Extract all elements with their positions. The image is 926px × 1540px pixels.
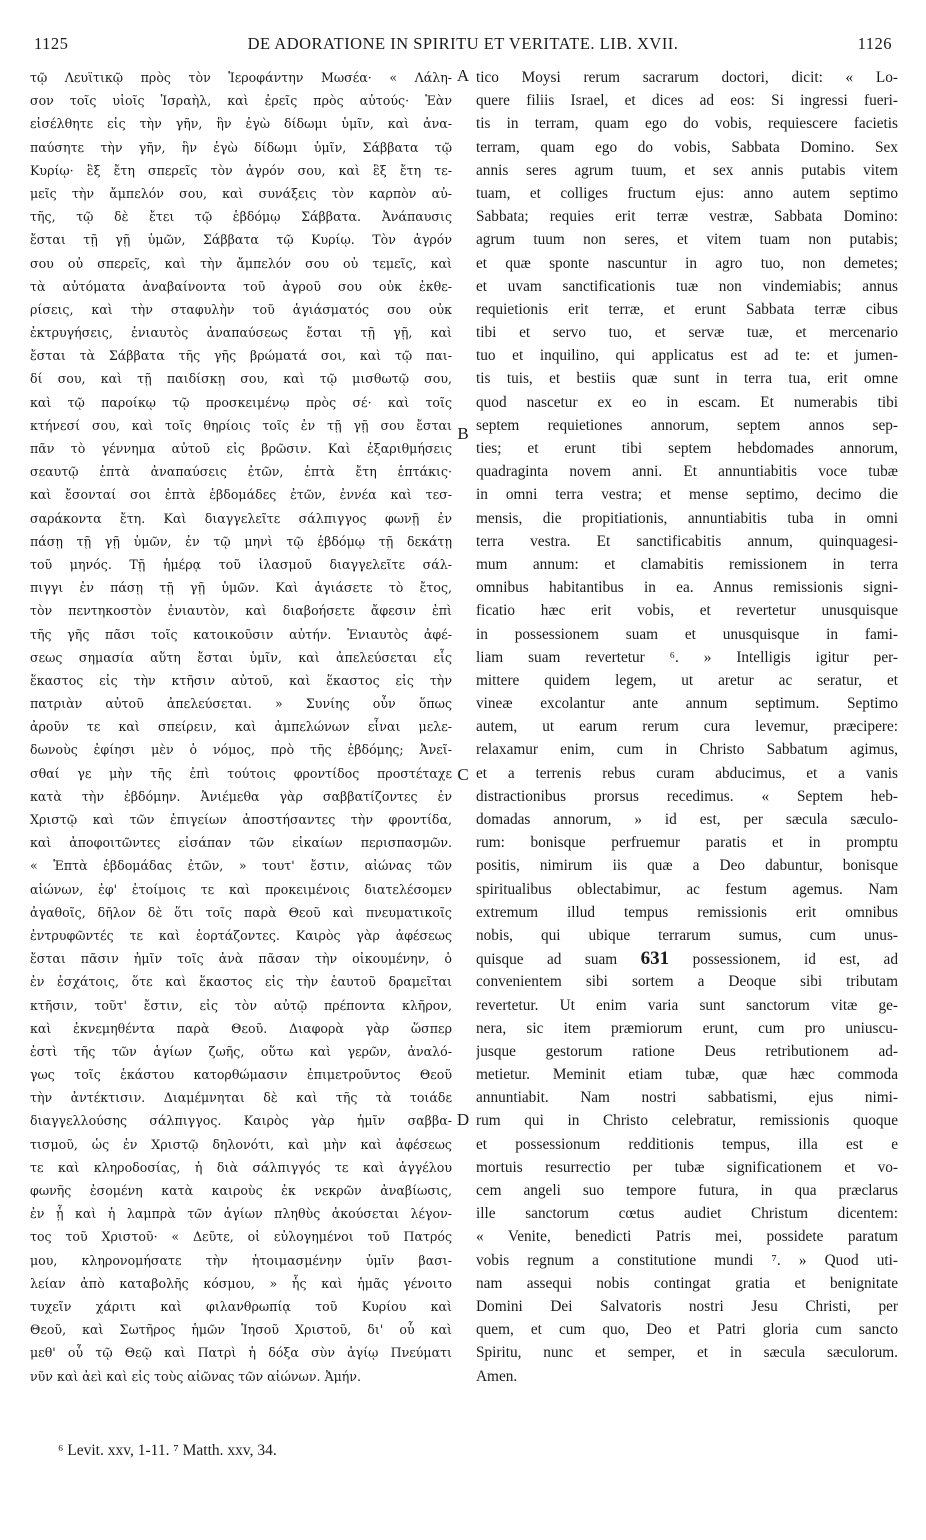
greek-text-line: ἀγαθοῖς, δῆλον δὲ ὅτι τοῖς παρὰ Θεοῦ καὶ πνευματικοῖς bbox=[30, 904, 452, 920]
greek-text-line: τὴν ἀντέκτισιν. Διαμέμνηται δὲ καὶ τῆς τὰ τοιάδε bbox=[30, 1090, 452, 1106]
latin-text-line: rum qui in Christo celebratur, remissionis quoque bbox=[476, 1112, 898, 1130]
greek-text-line: τῷ Λευϊτικῷ πρὸς τὸν Ἱεροφάντην Μωσέα· « Λάλη- bbox=[30, 70, 452, 85]
latin-text-line: agrum tuum non seres, et vitem tuam non putabis; bbox=[476, 231, 898, 249]
latin-text-line: quadraginta novem anni. Et annuntiabitis voce tubæ bbox=[476, 463, 898, 481]
column-number: 631 bbox=[640, 948, 670, 970]
latin-text-line: cem angeli suo tempore futura, in qua præclarus bbox=[476, 1182, 898, 1199]
greek-text-line: αἰώνων, ἐφ' ἑτοίμοις τε καὶ προκειμένοις διατελέσομεν bbox=[30, 881, 452, 897]
greek-text-line: τυχεῖν χάριτι καὶ φιλανθρωπίᾳ τοῦ Κυρίου καὶ bbox=[30, 1298, 452, 1314]
latin-text-line: convenientem sibi sortem a Deoque sibi tributam bbox=[476, 973, 898, 991]
latin-text-line: terram, quam ego do vobis, Sabbata Domino. Sex bbox=[476, 138, 898, 156]
greek-text-line: τος τοῦ Χριστοῦ· « Δεῦτε, οἱ εὐλογημένοι τοῦ Πατρός bbox=[30, 1229, 452, 1245]
greek-text-line: τὸν πεντηκοστὸν ἐνιαυτὸν, καὶ διαβοήσετε ἄφεσιν ἐπὶ bbox=[30, 603, 452, 619]
latin-text-line: revertetur. Ut enim varia sunt sanctorum vitæ ge- bbox=[476, 996, 898, 1014]
greek-text-line: τοῦ μηνός. Τῇ ἡμέρᾳ τοῦ ἱλασμοῦ διαγγελεῖτε σάλ- bbox=[30, 556, 452, 572]
latin-text-line: autem, ut earum rerum cura levemur, præcipere: bbox=[476, 718, 898, 736]
greek-text-line: ἐστὶ τῆς τῶν ἁγίων ζωῆς, οὕτω καὶ γερῶν, ἀναλό- bbox=[30, 1043, 452, 1059]
page-number-right: 1126 bbox=[857, 34, 892, 53]
latin-text-line: et possessionum redditionis tempus, illa est e bbox=[476, 1135, 898, 1153]
text-span: quisque ad suam bbox=[476, 951, 618, 969]
latin-text-line: relaxamur enim, cum in Christo Sabbatum agimus, bbox=[476, 741, 898, 759]
greek-text-line: καὶ ἐκνεμηθέντα παρὰ Θεοῦ. Διαφορὰ γὰρ ὥσπερ bbox=[30, 1020, 452, 1036]
latin-text-line: nera, sic item præmiorum erunt, cum pro uniuscu- bbox=[476, 1019, 898, 1037]
greek-text-line: παύσητε τὴν γῆν, ἣν ἐγὼ δίδωμι ὑμῖν, Σάββατα τῷ bbox=[30, 139, 452, 155]
latin-text-line: vineæ excolantur ante annum septimum. Septimo bbox=[476, 695, 898, 713]
margin-mark-a: A bbox=[456, 66, 470, 85]
greek-text-line: πατριὰν αὐτοῦ ἀπελεύσεται. » Συνίης οὖν ὅπως bbox=[30, 696, 452, 712]
greek-text-line: ἐντρυφῶντές τε καὶ ἑορτάζοντες. Καιρὸς γὰρ ἀφέσεως bbox=[30, 927, 452, 943]
latin-text-line: positis, nimirum iis quæ a Deo dabuntur, bonisque bbox=[476, 857, 898, 875]
greek-text-line: ἀροῦν τε καὶ σπείρειν, καὶ ἀμπελώνων εἶναι μελε- bbox=[30, 719, 452, 735]
latin-text-line: Spiritu, nunc et semper, et in sæcula sæculorum. bbox=[476, 1344, 898, 1362]
latin-text-line: nobis, qui ubique terrarum sumus, cum unus- bbox=[476, 926, 898, 944]
greek-text-line: Χριστῷ καὶ τῶν ἐπιγείων ἀποστήσαντες τὴν φροντίδα, bbox=[30, 812, 452, 827]
latin-text-line: septem requietiones annorum, septem annos sep- bbox=[476, 416, 898, 434]
latin-text-line: tis tuis, et bestiis quæ sunt in terra tua, erit omne bbox=[476, 370, 898, 388]
greek-text-line: « Ἑπτὰ ἑβδομάδας ἐτῶν, » τουτ' ἔστιν, αἰώνας τῶν bbox=[30, 858, 452, 874]
greek-text-line: πάσῃ τῇ γῇ ὑμῶν, ἐν τῷ μηνὶ τῷ ἑβδόμῳ τῇ δεκάτῃ bbox=[30, 533, 452, 549]
greek-text-line: διαγγελλούσης σάλπιγγος. Καιρὸς γὰρ ἡμῖν σαββα- bbox=[30, 1113, 452, 1129]
latin-text-line: requietionis erit terræ, et erunt Sabbata terræ cibus bbox=[476, 300, 898, 318]
latin-text-line: in omni terra vestra; et mense septimo, decimo die bbox=[476, 486, 898, 504]
latin-text-line: annis seres agrum tuum, et sex annis putabis vitem bbox=[476, 161, 898, 179]
latin-column bbox=[476, 66, 898, 1388]
greek-text-line: κατὰ τὴν ἑβδόμην. Ἀνιέμεθα γὰρ σαββατίζοντες ἐν bbox=[30, 788, 452, 804]
greek-text-line: τῆς γῆς πᾶσι τοῖς κατοικοῦσιν αὐτήν. Ἐνιαυτὸς ἀφέ- bbox=[30, 626, 452, 642]
margin-mark-d: D bbox=[456, 1110, 470, 1129]
latin-text-line bbox=[476, 947, 898, 970]
greek-text-line: νῦν καὶ ἀεὶ καὶ εἰς τοὺς αἰῶνας τῶν αἰώνων. Ἀμήν. bbox=[30, 1368, 361, 1384]
latin-text-line: mum annum: et clamabitis remissionem in terra bbox=[476, 555, 898, 573]
latin-text-line: spiritualibus oblectabimur, ac festum agemus. Nam bbox=[476, 880, 898, 898]
greek-text-line: τισμοῦ, ὡς ἐν Χριστῷ δηλονότι, καὶ μὴν καὶ ἀφέσεως bbox=[30, 1136, 452, 1152]
greek-text-line: φωνῆς ἐσομένη κατὰ καιροὺς ἐκ νεκρῶν ἀναβίωσις, bbox=[30, 1183, 452, 1198]
latin-text-line: et uvam sanctificationis tuæ non vindemiabis; annus bbox=[476, 277, 898, 295]
greek-text-line: πᾶν τὸ γέννημα αὐτοῦ εἰς βρῶσιν. Καὶ ἐξαριθμήσεις bbox=[30, 441, 452, 456]
latin-text-line: omnibus habitantibus in ea. Annus remissionis signi- bbox=[476, 579, 898, 597]
latin-text-line: Domini Dei Salvatoris nostri Jesu Christi, per bbox=[476, 1297, 898, 1315]
greek-text-line: ἐκτρυγήσεις, ἐνιαυτὸς ἀναπαύσεως ἔσται τῇ γῇ, καὶ bbox=[30, 325, 452, 341]
greek-text-line: μεῖς τὴν ἄμπελόν σου, καὶ συνάξεις τὸν καρπὸν αὐ- bbox=[30, 185, 452, 201]
greek-text-line: μεθ' οὗ τῷ Θεῷ καὶ Πατρὶ ἡ δόξα σὺν ἁγίῳ Πνεύματι bbox=[30, 1345, 452, 1361]
latin-text-line: tibi et servo tuo, et servæ tuæ, et mercenario bbox=[476, 324, 898, 342]
running-title: DE ADORATIONE IN SPIRITU ET VERITATE. LIB. XVII. bbox=[247, 34, 679, 53]
latin-text-line: in possessionem suam et unusquisque in fami- bbox=[476, 625, 898, 643]
latin-text-line: vobis regnum a constitutione mundi ⁷. » Quod uti- bbox=[476, 1251, 898, 1269]
latin-text-line: extremum illud tempus remissionis erit omnibus bbox=[476, 903, 898, 921]
latin-text-line: ficatio hæc erit vobis, et revertetur unusquisque bbox=[476, 602, 898, 620]
footnote: ⁶ Levit. xxv, 1-11. ⁷ Matth. xxv, 34. bbox=[58, 1442, 277, 1459]
greek-text-line: πιγγι ἐν πάσῃ τῇ γῇ ὑμῶν. Καὶ ἁγιάσετε τὸ ἔτος, bbox=[30, 580, 452, 596]
latin-text-line: metietur. Meminit etiam tubæ, quæ hæc commoda bbox=[476, 1066, 898, 1084]
latin-text-line: tuam, et colliges fructum ejus: anno autem septimo bbox=[476, 184, 898, 202]
greek-text-line: σεως σημασία αὕτη ἔσται ὑμῖν, καὶ ἀπελεύσεται εἷς bbox=[30, 649, 452, 665]
greek-text-line: ἕκαστος εἰς τὴν κτῆσιν αὐτοῦ, καὶ ἕκαστος εἰς τὴν bbox=[30, 672, 452, 688]
latin-text-line: et quæ sponte nascuntur in agro tuo, non demetes; bbox=[476, 254, 898, 272]
greek-text-line: καὶ τῷ παροίκῳ τῷ προσκειμένῳ πρὸς σέ· καὶ τοῖς bbox=[30, 394, 452, 410]
latin-text-line: quere filiis Israel, et dices ad eos: Si ingressi fueri- bbox=[476, 92, 898, 110]
greek-text-line: Κυρίῳ· ἓξ ἔτη σπερεῖς τὸν ἀγρόν σου, καὶ ἓξ ἔτη τε- bbox=[30, 162, 452, 178]
greek-text-line: τὰ αὐτόματα ἀναβαίνοντα τοῦ ἀγροῦ σου οὐκ ἐκθε- bbox=[30, 278, 452, 294]
latin-text-line: domadas annorum, » id est, per sæcula sæculo- bbox=[476, 811, 898, 828]
greek-column bbox=[30, 66, 452, 1388]
latin-text-line: tuo et inquilino, qui applicatus est ad te: et jumen- bbox=[476, 347, 898, 365]
latin-text-line: liam suam revertetur ⁶. » Intelligis igitur per- bbox=[476, 648, 898, 666]
latin-text-line: Sabbata; requies erit terræ vestræ, Sabbata Domino: bbox=[476, 208, 898, 226]
latin-text-line: mensis, die propitiationis, annuntiabitis tuba in omni bbox=[476, 509, 898, 527]
greek-text-line: σθαί γε μὴν τῆς ἐπὶ τούτοις φροντίδος προστέταχε bbox=[30, 765, 452, 781]
greek-text-line: ἔσται πᾶσιν ἡμῖν τοῖς ἀνὰ πᾶσαν τὴν οἰκουμένην, ὁ bbox=[30, 951, 452, 967]
greek-text-line: ἐν ἐσχάτοις, ὅτε καὶ ἕκαστος εἰς τὴν ἑαυτοῦ δραμεῖται bbox=[30, 974, 452, 990]
greek-text-line: εἰσέλθητε εἰς τὴν γῆν, ἣν ἐγὼ δίδωμι ὑμῖν, καὶ ἀνα- bbox=[30, 116, 452, 132]
latin-text-line: rum: bonisque perfruemur paratis et in promptu bbox=[476, 834, 898, 852]
greek-text-line: γως τοῖς ἑκάστου κατορθώμασιν ἐπιμετροῦντος Θεοῦ bbox=[30, 1067, 452, 1083]
greek-text-line: καὶ ἀποφοιτῶντες εἰσάπαν τῶν εἰκαίων περισπασμῶν. bbox=[30, 835, 452, 851]
greek-text-line: Θεοῦ, καὶ Σωτῆρος ἡμῶν Ἰησοῦ Χριστοῦ, δι' οὗ καὶ bbox=[30, 1322, 452, 1338]
latin-text-line: quod nascetur ex eo in escam. Et numerabis tibi bbox=[476, 393, 898, 411]
latin-text-line: « Venite, benedicti Patris mei, possidete paratum bbox=[476, 1228, 898, 1246]
greek-text-line: σαράκοντα ἔτη. Καὶ διαγγελεῖτε σάλπιγγος φωνῇ ἐν bbox=[30, 510, 452, 526]
margin-mark-b: B bbox=[457, 424, 469, 443]
greek-text-line: λείαν ἀπὸ καταβολῆς κόσμου, » ἧς καὶ ἡμᾶς γένοιτο bbox=[30, 1275, 452, 1291]
greek-text-line: σου οὐ σπερεῖς, καὶ τὴν ἄμπελόν σου οὐ τεμεῖς, καὶ bbox=[30, 255, 452, 271]
greek-text-line: σεαυτῷ ἑπτὰ ἀναπαύσεις ἐτῶν, ἑπτὰ ἔτη ἑπτάκις· bbox=[30, 464, 452, 480]
latin-text-line: mortuis resurrectio per tubæ significationem et vo- bbox=[476, 1158, 898, 1176]
greek-text-line: τε καὶ κληροδοσίας, ἡ διὰ σάλπιγγός τε καὶ ἀγγέλου bbox=[30, 1159, 452, 1175]
latin-text-line: distractionibus prorsus recedimus. « Septem heb- bbox=[476, 787, 898, 805]
latin-text-line: ties; et erunt tibi septem hebdomades annorum, bbox=[476, 440, 898, 457]
greek-text-line: κτήνεσί σου, καὶ τοῖς θηρίοις τοῖς ἐν τῇ γῇ σου ἔσται bbox=[30, 417, 452, 433]
greek-text-line: μου, κληρονομήσατε τὴν ἡτοιμασμένην ὑμῖν βασι- bbox=[30, 1252, 452, 1268]
margin-mark-c: C bbox=[457, 765, 469, 784]
greek-text-line: ρίσεις, καὶ τὴν σταφυλὴν τοῦ ἁγιάσματός σου οὐκ bbox=[30, 301, 452, 317]
page-header bbox=[30, 34, 896, 58]
greek-text-line: καὶ ἔσονταί σοι ἑπτὰ ἑβδομάδες ἐτῶν, ἐννέα καὶ τεσ- bbox=[30, 487, 452, 503]
greek-text-line: τῆς, τῷ δὲ ἔτει τῷ ἑβδόμῳ Σάββατα. Ἀνάπαυσις bbox=[30, 209, 452, 225]
latin-text-line: ille sanctorum cœtus audiet Christum dicentem: bbox=[476, 1205, 898, 1223]
greek-text-line: δωνοὺς ἐφίησι μὲν ὁ νόμος, πρὸ τῆς ἑβδόμης; Ἀνεῖ- bbox=[30, 742, 452, 758]
greek-text-line: δί σου, καὶ τῇ παιδίσκῃ σου, καὶ τῷ μισθωτῷ σου, bbox=[30, 371, 452, 387]
latin-text-line: Amen. bbox=[476, 1367, 518, 1385]
latin-text-line: mittere quidem legem, ut aretur ac seratur, et bbox=[476, 671, 898, 689]
latin-text-line: nam assequi nobis contingat gratia et benignitate bbox=[476, 1274, 898, 1292]
greek-text-line: ἔσται τῇ γῇ ὑμῶν, Σάββατα τῷ Κυρίῳ. Τὸν ἀγρόν bbox=[30, 232, 452, 248]
page-number-left: 1125 bbox=[34, 34, 69, 53]
latin-text-line: et a terrenis rebus curam abducimus, et a vanis bbox=[476, 764, 898, 782]
greek-text-line: σον τοῖς υἱοῖς Ἰσραὴλ, καὶ ἐρεῖς πρὸς αὐτούς· Ἐὰν bbox=[30, 93, 452, 109]
latin-text-line: jusque gestorum ratione Deus retributionem ad- bbox=[476, 1042, 898, 1060]
latin-text-line: tis in terram, quam ego do vobis, requiescere facietis bbox=[476, 115, 898, 133]
latin-text-line: quem, et cum quo, Deo et Patri gloria cum sancto bbox=[476, 1321, 898, 1339]
text-span: possessionem, id est, ad bbox=[692, 951, 898, 969]
latin-text-line: annuntiabit. Nam nostri sabbatismi, ejus nimi- bbox=[476, 1089, 898, 1107]
greek-text-line: κτῆσιν, τοῦτ' ἔστιν, εἰς τὸν αὐτῷ πρέποντα κλῆρον, bbox=[30, 997, 452, 1013]
greek-text-line: ἐν ᾗ καὶ ἡ λαμπρὰ τῶν ἁγίων πληθὺς ἀκούσεται λέγον- bbox=[30, 1206, 452, 1222]
latin-text-line: terra vestra. Et sanctificabitis annum, quinquagesi- bbox=[476, 532, 898, 550]
latin-text-line: tico Moysi rerum sacrarum doctori, dicit: « Lo- bbox=[476, 69, 898, 86]
greek-text-line: ἔσται τὰ Σάββατα τῆς γῆς βρώματά σοι, καὶ τῷ παι- bbox=[30, 348, 452, 364]
